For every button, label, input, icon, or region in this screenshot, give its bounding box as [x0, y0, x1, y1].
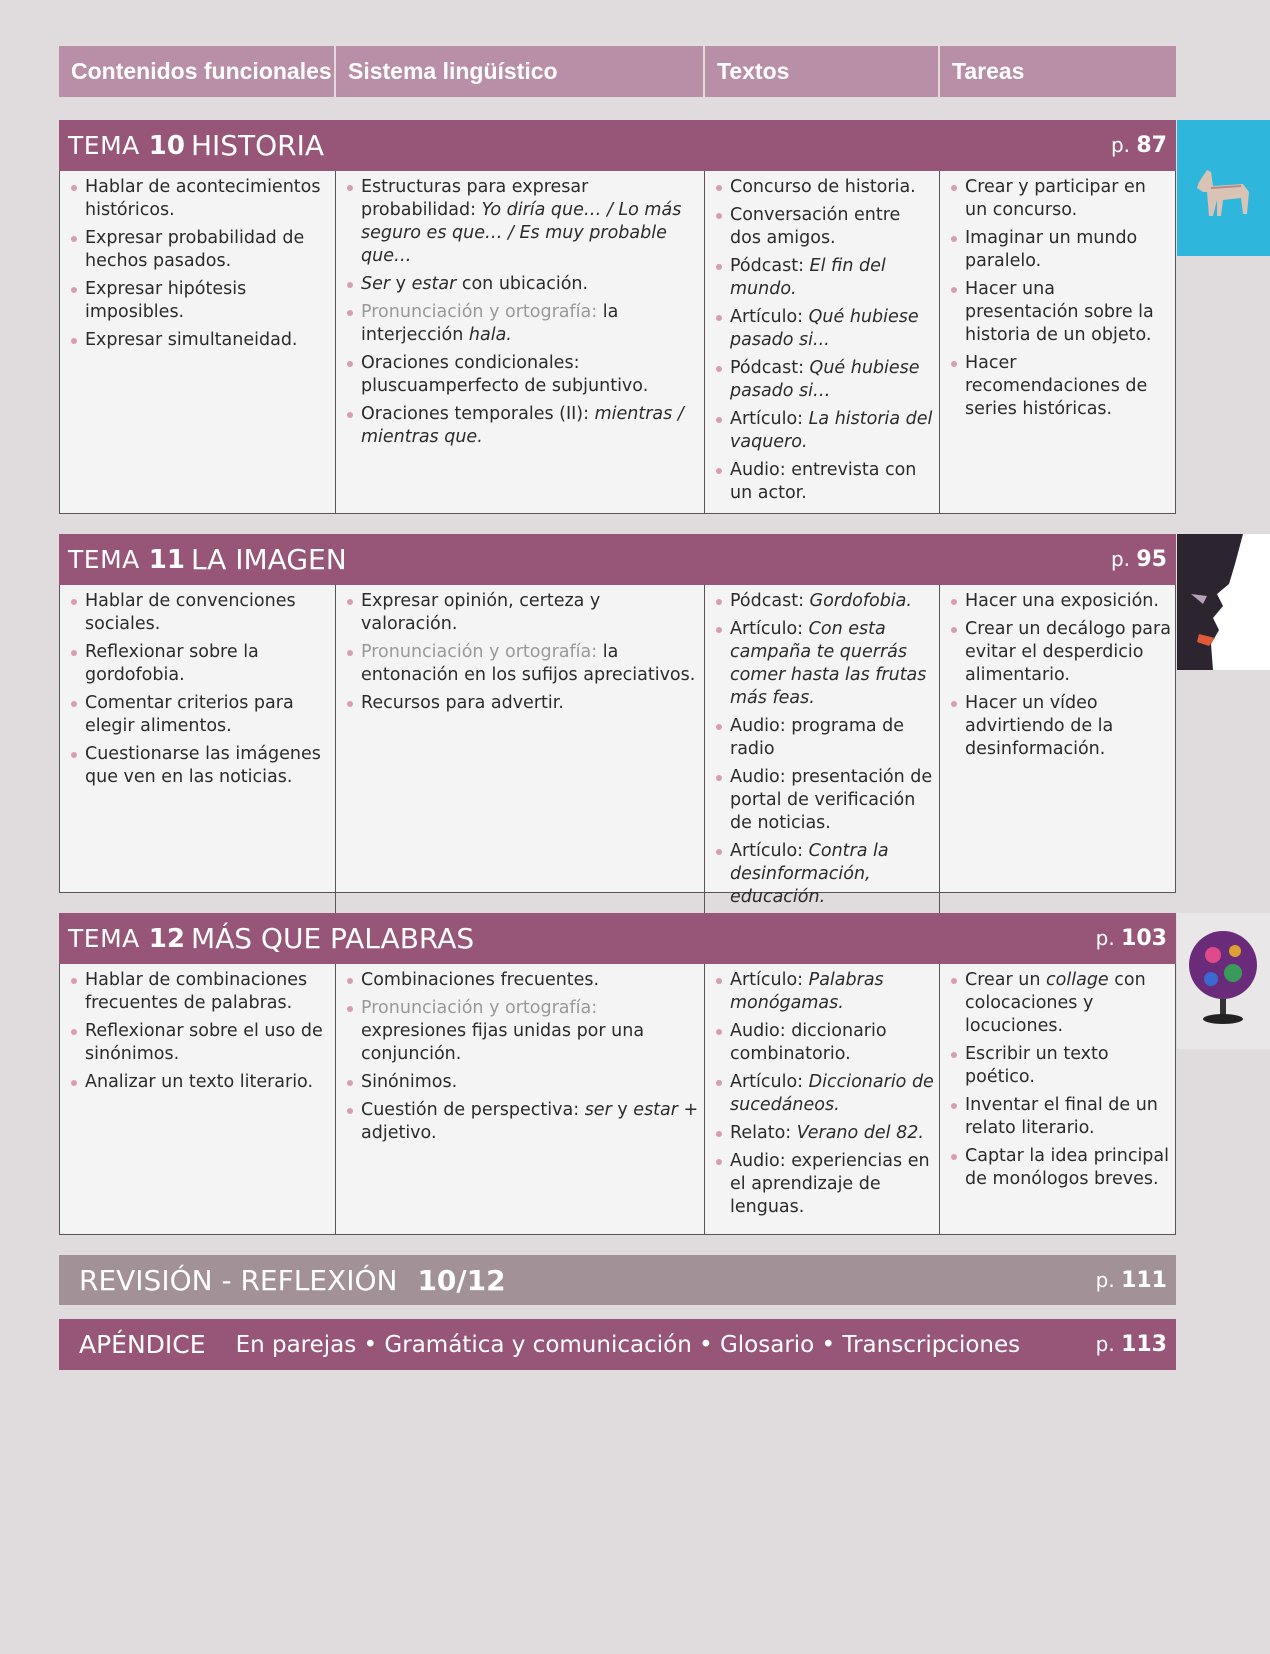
list-item: Hablar de combinaciones frecuentes de palabras.	[68, 969, 331, 1015]
col-header-funcionales: Contenidos funcionales	[71, 58, 332, 84]
list-item: Estructuras para expresar probabilidad: Yo diría que… / Lo más seguro es que… / Es muy probable que…	[344, 176, 700, 268]
list-item: Artículo: Contra la desinformación, educación.	[713, 840, 935, 909]
tema-number: 10	[148, 130, 185, 161]
tema-title: HISTORIA	[190, 129, 325, 162]
list-item: Captar la idea principal de monólogos breves.	[948, 1145, 1173, 1191]
list-item: Concurso de historia.	[713, 176, 935, 199]
page-ref: p. 111	[1095, 1267, 1167, 1293]
list-item: Combinaciones frecuentes.	[344, 969, 700, 992]
list-item: Artículo: Qué hubiese pasado si...	[713, 306, 935, 352]
cell-funcionales	[60, 171, 335, 514]
cell-funcionales	[60, 964, 335, 1234]
list-item: Pódcast: El fin del mundo.	[713, 255, 935, 301]
revision-title: REVISIÓN - REFLEXIÓN	[79, 1263, 398, 1297]
column-headers	[59, 46, 1176, 97]
list-item: Expresar simultaneidad.	[68, 329, 331, 352]
tema-title: LA IMAGEN	[190, 543, 347, 576]
tema-12-section	[59, 913, 1176, 1235]
list-item: Cuestionarse las imágenes que ven en las noticias.	[68, 743, 331, 789]
page-ref: p. 95	[1110, 547, 1167, 572]
list-item: Audio: experiencias en el aprendizaje de lenguas.	[713, 1150, 935, 1219]
list-item: Crear un decálogo para evitar el desperdicio alimentario.	[948, 618, 1173, 687]
list-item: Pronunciación y ortografía: la entonación en los sufijos apreciativos.	[344, 641, 700, 687]
list-item: Ser y estar con ubicación.	[344, 273, 700, 296]
list-item: Pronunciación y ortografía: la interjección hala.	[344, 301, 700, 347]
list-item: Artículo: Con esta campaña te querrás comer hasta las frutas más feas.	[713, 618, 935, 710]
list-item: Imaginar un mundo paralelo.	[948, 227, 1173, 273]
apendice-banner	[59, 1319, 1176, 1370]
list-item: Hacer una presentación sobre la historia de un objeto.	[948, 278, 1173, 347]
list-item: Hacer recomendaciones de series históricas.	[948, 352, 1173, 421]
tema-number: 12	[148, 923, 185, 954]
globe-sculpture-photo	[1177, 913, 1270, 1049]
list-item: Expresar hipótesis imposibles.	[68, 278, 331, 324]
list-item: Pódcast: Qué hubiese pasado si…	[713, 357, 935, 403]
apendice-items: En parejas • Gramática y comunicación • Glosario • Transcripciones	[235, 1331, 1021, 1358]
list-item: Artículo: Palabras monógamas.	[713, 969, 935, 1015]
list-item: Hablar de acontecimientos históricos.	[68, 176, 331, 222]
list-item: Reflexionar sobre el uso de sinónimos.	[68, 1020, 331, 1066]
list-item: Reflexionar sobre la gordofobia.	[68, 641, 331, 687]
cell-tareas	[939, 585, 1177, 918]
list-item: Oraciones condicionales: pluscuamperfecto de subjuntivo.	[344, 352, 700, 398]
tema-10-section	[59, 120, 1176, 514]
list-item: Expresar opinión, certeza y valoración.	[344, 590, 700, 636]
list-item: Pronunciación y ortografía: expresiones fijas unidas por una conjunción.	[344, 997, 700, 1066]
tema-label: TEMA	[68, 924, 140, 953]
apendice-title: APÉNDICE	[79, 1330, 206, 1359]
tema-header	[59, 534, 1176, 585]
horse-figurine-photo	[1177, 120, 1270, 256]
list-item: Expresar probabilidad de hechos pasados.	[68, 227, 331, 273]
index-table	[59, 46, 1176, 1217]
col-header-linguistico: Sistema lingüístico	[334, 46, 703, 97]
list-item: Audio: presentación de portal de verificación de noticias.	[713, 766, 935, 835]
list-item: Crear y participar en un concurso.	[948, 176, 1173, 222]
page-ref: p. 87	[1110, 133, 1167, 158]
tema-content	[59, 964, 1176, 1235]
cell-textos	[704, 171, 939, 514]
tema-label: TEMA	[68, 545, 140, 574]
list-item: Hacer una exposición.	[948, 590, 1173, 613]
list-item: Hablar de convenciones sociales.	[68, 590, 331, 636]
list-item: Oraciones temporales (II): mientras / mientras que.	[344, 403, 700, 449]
list-item: Pódcast: Gordofobia.	[713, 590, 935, 613]
list-item: Audio: entrevista con un actor.	[713, 459, 935, 505]
list-item: Inventar el final de un relato literario.	[948, 1094, 1173, 1140]
face-profile-photo	[1177, 534, 1270, 670]
tema-11-section	[59, 534, 1176, 907]
revision-banner	[59, 1255, 1176, 1305]
page-ref: p. 103	[1095, 926, 1167, 951]
tema-label: TEMA	[68, 131, 140, 160]
tema-content	[59, 171, 1176, 514]
col-header-textos: Textos	[703, 46, 938, 97]
list-item: Cuestión de perspectiva: ser y estar + adjetivo.	[344, 1099, 700, 1145]
cell-linguistico	[335, 964, 704, 1234]
list-item: Crear un collage con colocaciones y locuciones.	[948, 969, 1173, 1038]
tema-content	[59, 585, 1176, 907]
list-item: Recursos para advertir.	[344, 692, 700, 715]
col-header-tareas: Tareas	[938, 46, 1176, 97]
list-item: Hacer un vídeo advirtiendo de la desinformación.	[948, 692, 1173, 761]
cell-tareas	[939, 171, 1177, 514]
list-item: Analizar un texto literario.	[68, 1071, 331, 1094]
list-item: Conversación entre dos amigos.	[713, 204, 935, 250]
cell-funcionales	[60, 585, 335, 918]
cell-textos	[704, 585, 939, 918]
tema-number: 11	[148, 544, 185, 575]
list-item: Artículo: Diccionario de sucedáneos.	[713, 1071, 935, 1117]
list-item: Sinónimos.	[344, 1071, 700, 1094]
tema-title: MÁS QUE PALABRAS	[190, 922, 475, 955]
tema-header	[59, 120, 1176, 171]
list-item: Artículo: La historia del vaquero.	[713, 408, 935, 454]
cell-textos	[704, 964, 939, 1234]
list-item: Audio: programa de radio	[713, 715, 935, 761]
list-item: Escribir un texto poético.	[948, 1043, 1173, 1089]
revision-number: 10/12	[417, 1263, 506, 1297]
cell-linguistico	[335, 585, 704, 918]
page-ref: p. 113	[1095, 1332, 1167, 1357]
list-item: Comentar criterios para elegir alimentos.	[68, 692, 331, 738]
cell-tareas	[939, 964, 1177, 1234]
tema-header	[59, 913, 1176, 964]
list-item: Audio: diccionario combinatorio.	[713, 1020, 935, 1066]
list-item: Relato: Verano del 82.	[713, 1122, 935, 1145]
cell-linguistico	[335, 171, 704, 514]
